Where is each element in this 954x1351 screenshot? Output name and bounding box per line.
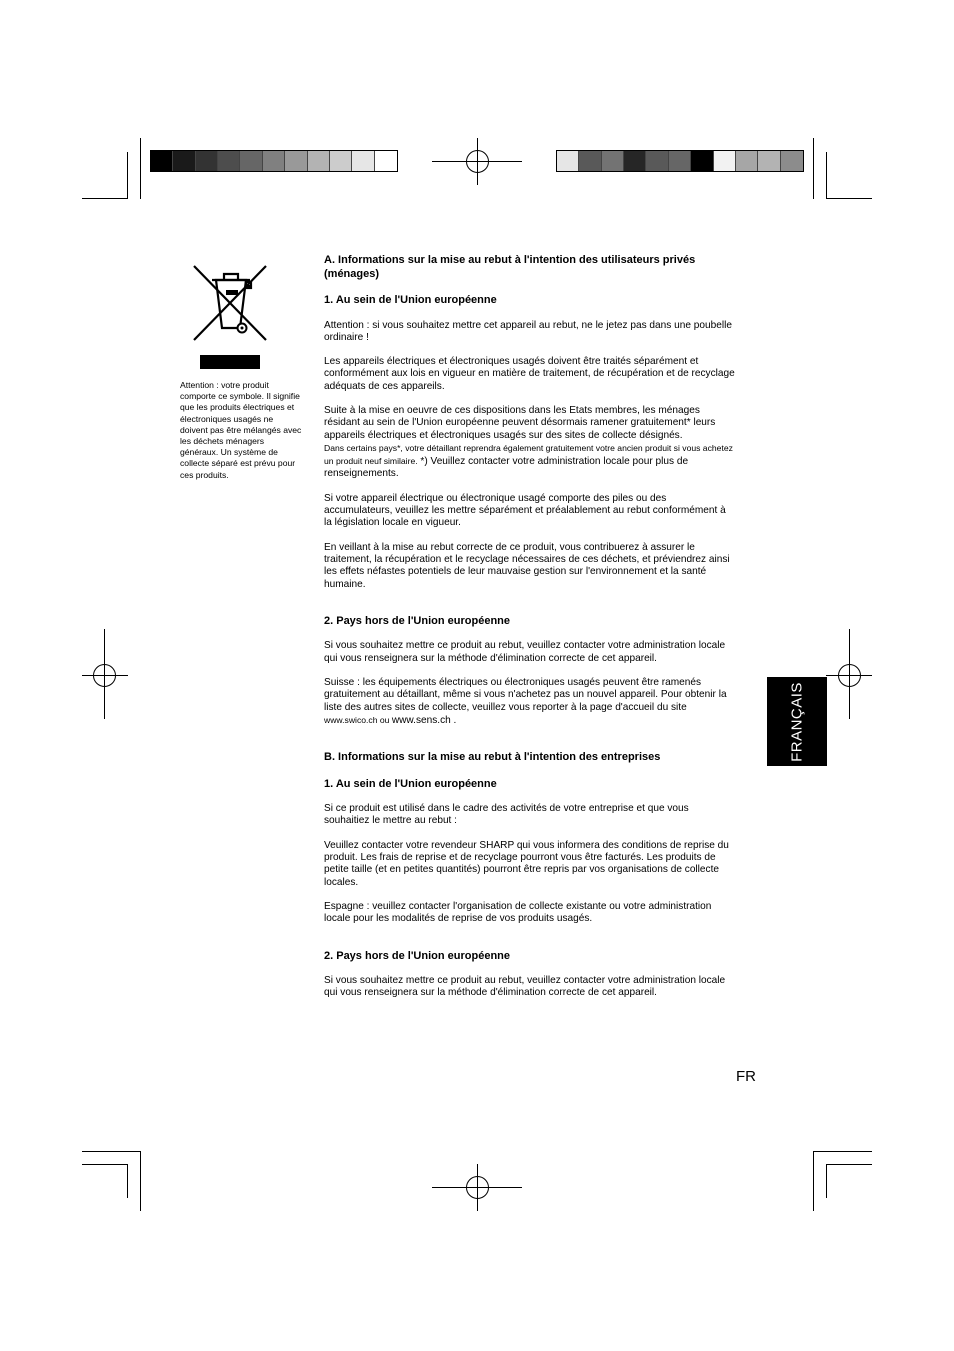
paragraph-end: . [450,714,457,726]
section-a-paragraph-3c: *) Veuillez contacter votre administration locale pour plus de renseignements. [324,456,689,480]
color-swatch [557,151,579,171]
section-b-non-eu-heading: 2. Pays hors de l'Union européenne [324,949,510,962]
color-swatch [646,151,668,171]
section-a-paragraph-1: Attention : si vous souhaitez mettre cet appareil au rebut, ne le jetez pas dans une poubelle ordinaire ! [324,319,732,343]
color-swatch [669,151,691,171]
weee-symbol-bar [200,355,260,369]
section-a-paragraph-7 [324,677,736,727]
page-language-code: FR [736,1068,756,1085]
section-b-paragraph-3: Espagne : veuillez contacter l'organisation de collecte existante ou votre administration locale pour les modalités de reprise de vos produits usagés. [324,900,712,925]
color-swatch [330,151,352,171]
section-a-non-eu-heading: 2. Pays hors de l'Union européenne [324,614,510,627]
color-swatch [285,151,307,171]
symbol-explanation-note: Attention : votre produit comporte ce symbole. Il signifie que les produits électriques et électroniques usagés ne doivent pas être mélangés avec les déchets ménagers généraux. Un système de collecte séparé est prévu pour ces produits. [180,380,302,480]
section-b-paragraph-1: Si ce produit est utilisé dans le cadre des activités de votre entreprise et que vous souhaitiez le mettre au rebut : [324,803,689,827]
section-a-paragraph-5: En veillant à la mise au rebut correcte de ce produit, vous contribuerez à assurer le traitement, la récupération et le recyclage nécessaires de ces déchets, et préviendrez ainsi les effets néfastes potentiels de leur mauvaise gestion sur l'environnement et la santé humaine. [324,541,730,590]
main-content [324,254,736,1000]
color-swatch [173,151,195,171]
section-a-paragraph-6: Si vous souhaitez mettre ce produit au rebut, veuillez contacter votre administration locale qui vous renseignera sur la méthode d'élimination correcte de cet appareil. [324,640,726,664]
color-calibration-bar-right [556,150,804,172]
section-a-paragraph-7a: Suisse : les équipements électriques ou électroniques usagés peuvent être ramenés gratuitement au détaillant, même si vous n'achetez pas un nouvel appareil. Pour obtenir la liste des autres sites de collecte, veuillez vous reporter à la page d'accueil du site [324,676,727,713]
section-a-title: A. Informations sur la mise au rebut à l'intention des utilisateurs privés (ménages) [324,254,696,280]
color-swatch [579,151,601,171]
color-swatch [758,151,780,171]
color-swatch [263,151,285,171]
color-calibration-bar-left [150,150,398,172]
color-swatch [218,151,240,171]
color-swatch [196,151,218,171]
section-a-paragraph-3 [324,405,736,481]
section-a-paragraph-3b: Dans certains pays*, votre détaillant reprendra également gratuitement votre ancien produit si vous achetez un produit neuf similaire. [324,442,733,467]
color-swatch [624,151,646,171]
section-b-title: B. Informations sur la mise au rebut à l'intention des entreprises [324,751,661,764]
section-a-eu-heading: 1. Au sein de l'Union européenne [324,294,497,306]
section-a-paragraph-2: Les appareils électriques et électroniques usagés doivent être traités séparément et conformément aux lois en vigueur en matière de traitement, de récupération et de recyclage adéquats de ces appareils. [324,356,735,392]
color-swatch [352,151,374,171]
color-swatch [602,151,624,171]
language-tab-label: FRANÇAIS [788,681,806,762]
color-swatch [308,151,330,171]
language-tab [767,677,827,766]
swico-link[interactable]: www.swico.ch [324,714,378,725]
link-separator: ou [377,714,392,725]
weee-crossed-bin-icon [192,264,270,344]
color-swatch [151,151,173,171]
section-b-paragraph-2: Veuillez contacter votre revendeur SHARP qui vous informera des conditions de reprise du produit. Les frais de reprise et de recyclage pourront vous être facturés. Les produits de petite taille (et en petites quantités) pourront être repris par vos organisations de collecte locales. [324,839,729,888]
color-swatch [714,151,736,171]
section-a-paragraph-4: Si votre appareil électrique ou électronique usagé comporte des piles ou des accumulateurs, veuillez les mettre séparément et préalablement au rebut conformément à la législation locale en vigueur. [324,492,726,529]
section-a-paragraph-3a: Suite à la mise en oeuvre de ces dispositions dans les Etats membres, les ménages résidant au sein de l'Union européenne peuvent désormais ramener gratuitement* leurs appareils électriques et électroniques usagés sur des sites de collecte désignés. [324,404,716,441]
color-swatch [736,151,758,171]
section-b-eu-heading: 1. Au sein de l'Union européenne [324,777,497,790]
sens-link[interactable]: www.sens.ch [391,714,451,726]
color-swatch [240,151,262,171]
color-swatch [375,151,397,171]
color-swatch [781,151,803,171]
section-b-paragraph-4: Si vous souhaitez mettre ce produit au rebut, veuillez contacter votre administration locale qui vous renseignera sur la méthode d'élimination correcte de cet appareil. [324,975,726,999]
color-swatch [691,151,713,171]
